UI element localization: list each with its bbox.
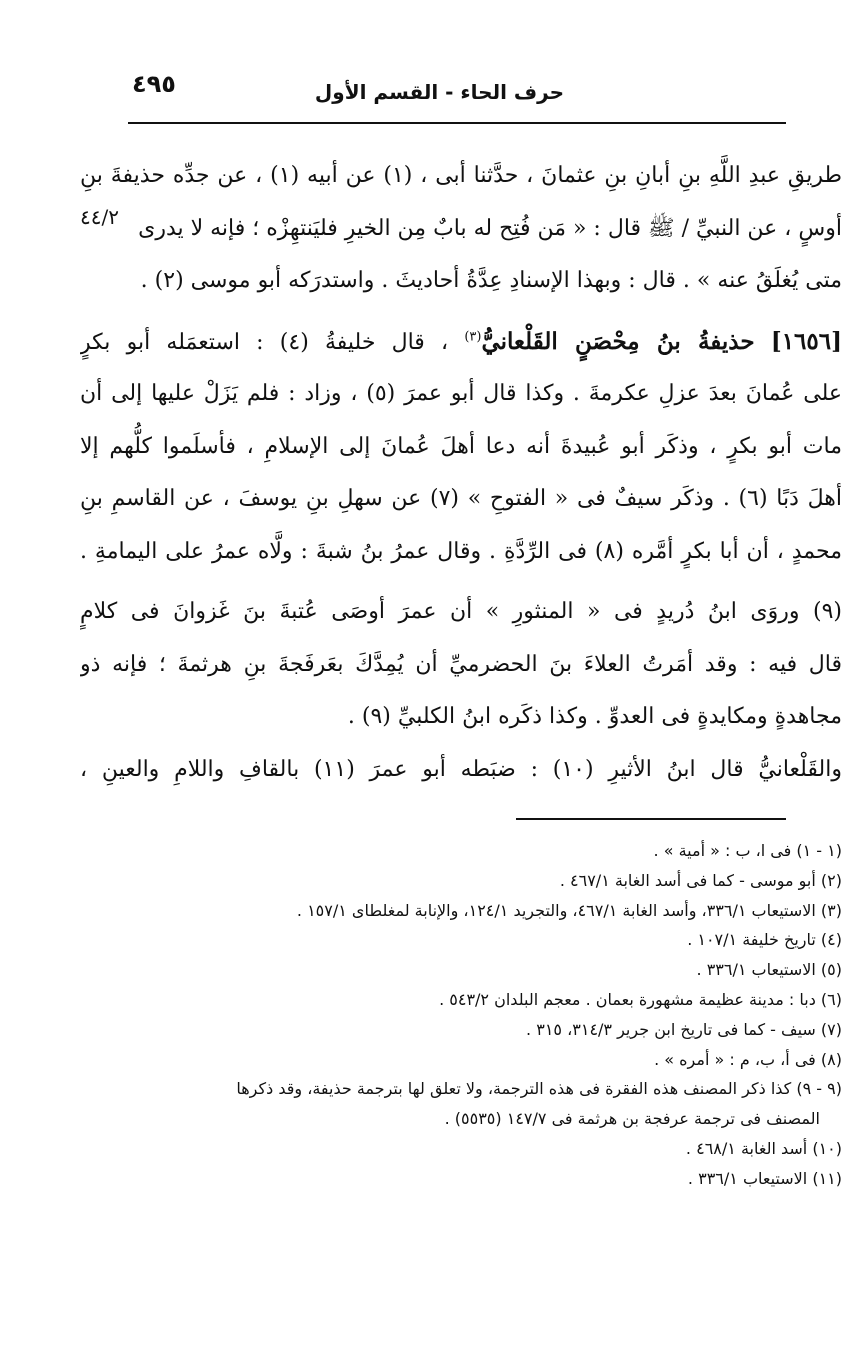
footnotes: [92, 836, 842, 1194]
text-line: على عُمانَ بعدَ عزلِ عكرمةَ . وكذا قال أبو عمرَ (٥) ، وزاد : فلم يَزَلْ عليها إلى أن: [80, 381, 842, 406]
footnote: (٢) أبو موسى - كما فى أسد الغابة ٤٦٧/١ .: [559, 870, 842, 890]
footnote: (٧) سيف - كما فى تاريخ ابن جرير ٣١٤/٣، ٣١٥ .: [526, 1019, 842, 1039]
footnote: (٥) الاستيعاب ٣٣٦/١ .: [696, 960, 842, 980]
running-header: [128, 66, 786, 120]
text-line: أهلَ دَبًا (٦) . وذكَر سيفٌ فى « الفتوحِ » (٧) عن سهلِ بنِ يوسفَ ، عن القاسمِ بنِ: [80, 486, 842, 511]
footnote: (١١) الاستيعاب ٣٣٦/١ .: [687, 1168, 842, 1188]
footnote-marker: (٣): [464, 329, 482, 345]
footnote: (٣) الاستيعاب ٣٣٦/١، وأسد الغابة ٤٦٧/١، والتجريد ١٢٤/١، والإنابة لمغلطاى ١٥٧/١ .: [296, 900, 842, 920]
footnote: (٤) تاريخ خليفة ١٠٧/١ .: [687, 930, 842, 950]
footnote-continuation: المصنف فى ترجمة عرفجة بن هرثمة فى ١٤٧/٧ (٥٥٣٥) .: [444, 1109, 820, 1129]
entry-heading-line: [80, 316, 842, 369]
text-line: متى يُغلَقُ عنه » . قال : وبهذا الإسنادِ عِدَّةُ أحاديثَ . واستدرَكه أبو موسى (٢) .: [140, 268, 842, 293]
footnote: (٩ - ٩) كذا ذكر المصنف هذه الفقرة فى هذه الترجمة، ولا تعلق لها بترجمة حذيفة، وقد ذكرها: [236, 1079, 842, 1099]
footnote: (١٠) أسد الغابة ٤٦٨/١ .: [685, 1138, 842, 1158]
text-line: مات أبو بكرٍ ، وذكَر أبو عُبيدةَ أنه دعا أهلَ عُمانَ إلى الإسلامِ ، فأسلَموا كلُّهم إلا: [80, 433, 842, 459]
text-line: أوسٍ ، عن النبيِّ / ﷺ قال : « مَن فُتِح له بابٌ مِن الخيرِ فليَنتهِزْه ؛ فإنه لا يدرى: [138, 215, 842, 241]
main-text: [80, 150, 842, 796]
page-number: ٤٩٥: [132, 70, 176, 98]
entry-gap: [80, 308, 842, 316]
header-rule: [128, 122, 786, 124]
entry-heading-rest: ، قال خليفةُ (٤) : استعمَله أبو بكرٍ: [80, 329, 449, 355]
footnote: (٦) دبا : مدينة عظيمة مشهورة بعمان . معجم البلدان ٥٤٣/٢ .: [439, 989, 842, 1009]
text-line: طريقِ عبدِ اللَّهِ بنِ أبانِ بنِ عثمانَ ، حدَّثنا أبى ، (١) عن أبيه (١) ، عن جدِّه حذيفةَ بنِ: [80, 163, 842, 188]
margin-volume-reference: ٤٤/٢: [80, 205, 119, 229]
text-line: والقَلْعانيُّ قال ابنُ الأثيرِ (١٠) : ضبَطه أبو عمرَ (١١) بالقافِ واللامِ والعينِ ،: [80, 756, 842, 782]
entry-gap: [80, 578, 842, 586]
entry-number: [١٦٥٦]: [770, 327, 842, 355]
text-line: (٩) وروَى ابنُ دُريدٍ فى « المنثورِ » أن عمرَ أوصَى عُتبةَ بنَ غَزوانَ فى كلامٍ: [80, 599, 842, 624]
text-line: قال فيه : وقد أمَرتُ العلاءَ بنَ الحضرميِّ أن يُمِدَّكَ بعَرفَجةَ بنِ هرثمةَ ؛ فإنه ذو: [80, 651, 842, 677]
text-line: محمدٍ ، أن أبا بكرٍ أمَّره (٨) فى الرِّدَّةِ . وقال عمرُ بنُ شبةَ : ولَّاه عمرُ على اليمامةِ .: [80, 538, 842, 564]
running-header-title: حرف الحاء - القسم الأول: [314, 80, 564, 104]
footnote-rule: [516, 818, 786, 820]
footnote: (٨) فى أ، ب، م : « أمره » .: [654, 1049, 842, 1069]
text-line: مجاهدةٍ ومكايدةٍ فى العدوِّ . وكذا ذكَره ابنُ الكلبيِّ (٩) .: [347, 704, 842, 729]
entry-name: حذيفةُ بنُ مِحْصَنٍ القَلْعانيُّ: [481, 327, 755, 355]
footnote: (١ - ١) فى ا، ب : « أمية » .: [653, 841, 842, 860]
